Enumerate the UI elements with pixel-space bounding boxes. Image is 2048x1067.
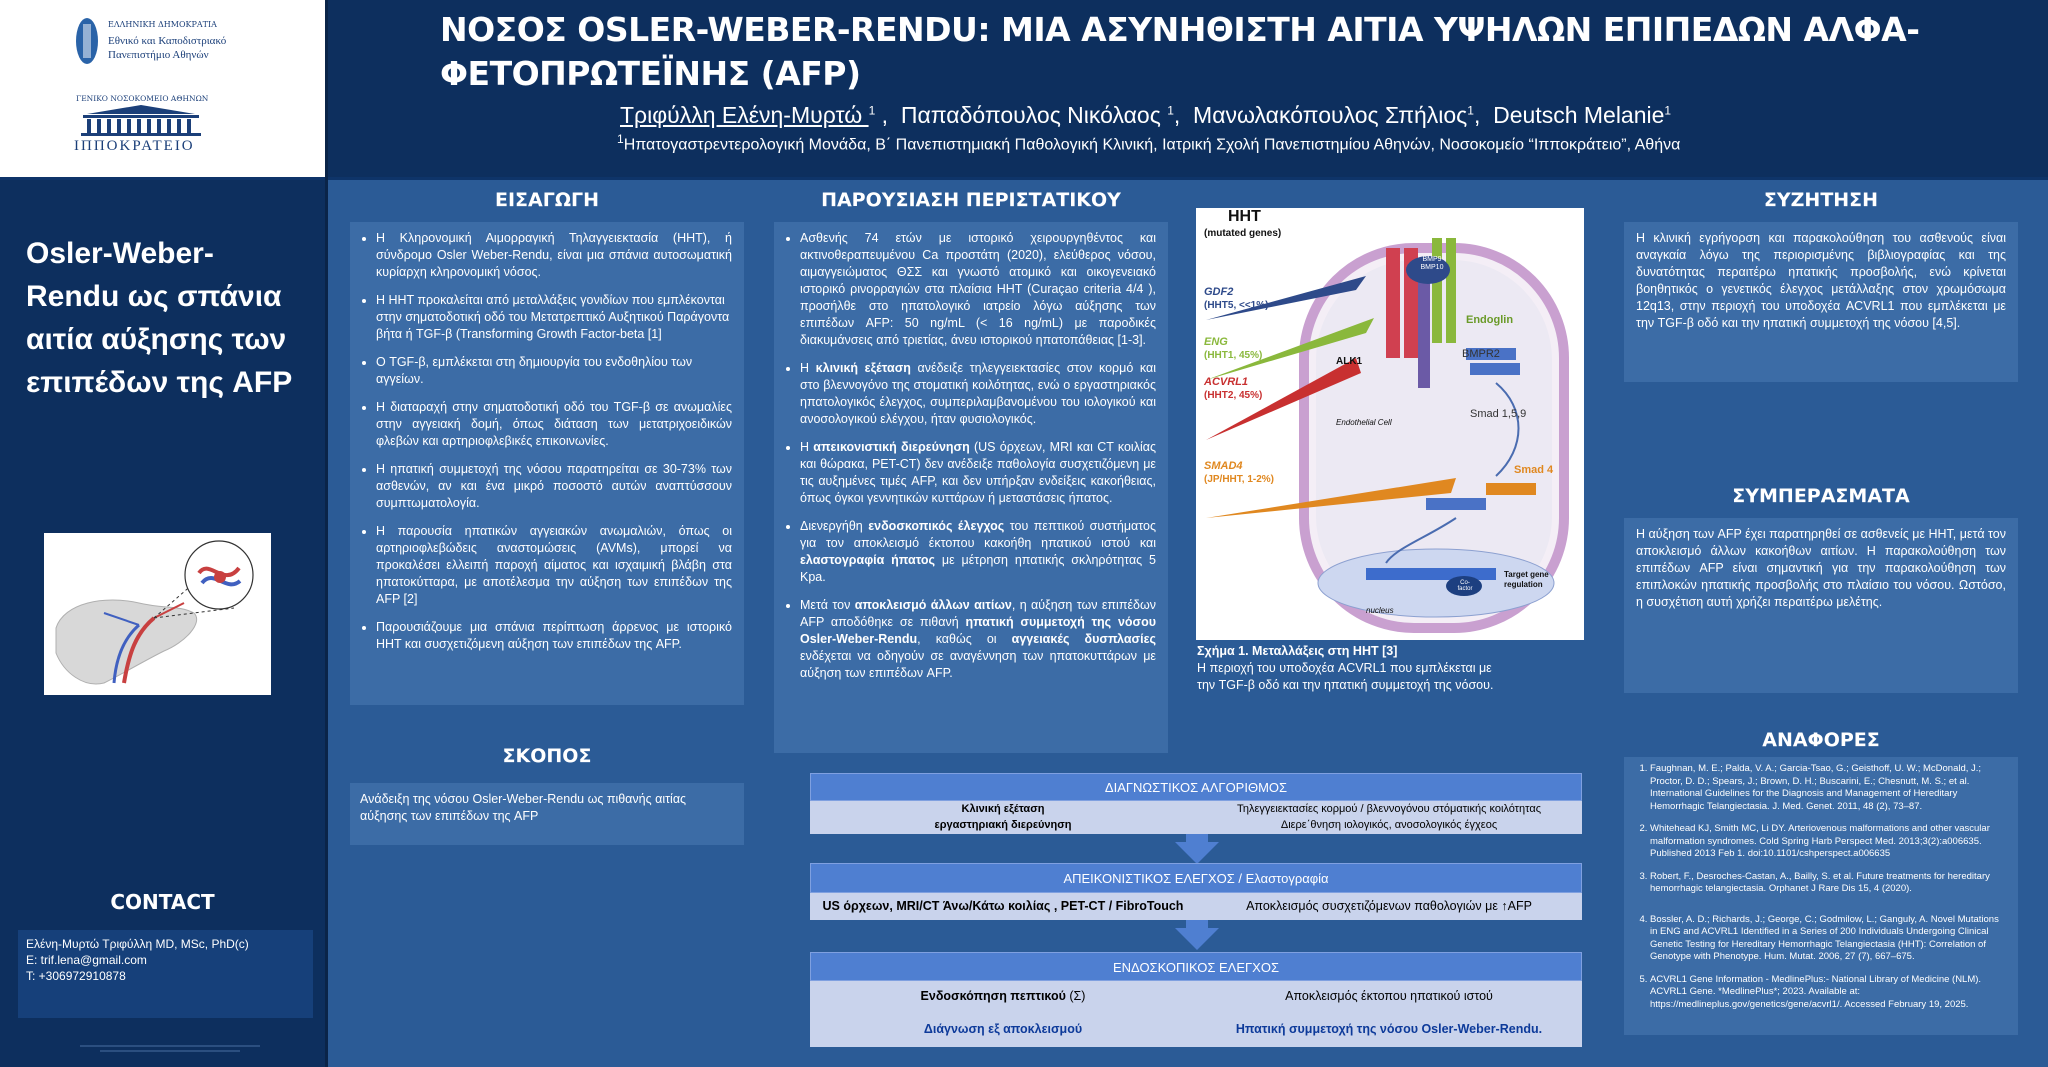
fig-bmpr2: BMPR2 [1462,348,1500,360]
algorithm-text: (Σ) [1065,989,1086,1003]
sidebar-title: Osler-Weber-Rendu ως σπάνια αιτία αύξησης των επιπέδων της AFP [26,237,293,399]
hospital-building-icon [75,104,207,136]
intro-item: • Ο TGF-β, εμπλέκεται στη δημιουργία του ενδοθηλίου των αγγείων. [376,354,732,388]
author-name: Παπαδόπουλος Νικόλαος [900,102,1168,128]
case-bold: ελαστογραφία ήπατος [800,553,936,567]
figure-caption [1197,643,1497,694]
hospital-line2: ΙΠΠΟΚΡΑΤΕΙΟ [74,138,195,154]
fig-eng-sub: (HHT1, 45%) [1204,350,1263,361]
liver-vessels-icon [44,533,271,695]
intro-item: • Παρουσιάζουμε μια σπάνια περίπτωση άρρενος με ιστορικό HHT και συσχετιζόμενη αύξηση των επιπέδων της AFP. [376,619,732,653]
university-emblem-icon [74,16,100,66]
university-line1: ΕΛΛΗΝΙΚΗ ΔΗΜΟΚΡΑΤΙΑ [108,20,217,29]
liver-illustration [44,533,271,695]
algorithm-cell: Τηλεγγειεκτασίες κορμού / βλεννογόνου στόματικής κοιλότητας [1236,803,1541,815]
discussion-heading: ΣΥΖΗΤΗΣΗ [1763,189,1879,211]
fig-smad4-node: Smad 4 [1514,464,1554,476]
university-line3: Πανεπιστήμιο Αθηνών [108,49,209,61]
fig-smad4: SMAD4 [1204,460,1243,472]
footer-faint-mark [60,1043,280,1055]
case-bold: ηπατική συμμετοχή της νόσου Osler-Weber-Rendu [800,615,1156,646]
contact-name: Ελένη-Μυρτώ Τριφύλλη MD, MSc, PhD(c) [26,937,249,951]
algorithm-box1-row2 [810,817,1582,834]
case-item: • Ασθενής 74 ετών με ιστορικό χειρουργηθέντος και ακτινοθεραπευμένου Ca προστάτη (2020), ελεύθερος νόσου, αιμαγγειώματος ΘΣΣ και γνωστό ατομικό και οικογενειακό ιστορικό ρινορραγιών στα πλαίσια HHT (Curaçao criteria 4/4 ), προσήλθε στο ηπατολογικό ιατρείο λόγω αύξησης των επιπέδων AFP: 50 ng/mL (< 16 ng/mL) με παροδικές διακυμάνσεις από τριετίας, άνευ ιστορικού ηπατοπάθειας [1-3]. [800,230,1156,349]
fig-cofactor: Co-factor [1457,580,1473,592]
reference-item: 2. Whitehead KJ, Smith MC, Li DY. Arteriovenous malformations and other vascular malformation syndromes. Cold Spring Harb Perspect Med. 2013;3(2):a006635. Published 2013 Feb 1. doi:10.1101/cshperspect.a006635 [1650,823,2008,861]
algorithm-cell: Αποκλεισμός έκτοπου ηπατικού ιστού [1285,989,1493,1003]
author-sup: 1 [1167,103,1174,118]
fig-endo-cell: Endothelial Cell [1336,418,1392,427]
case-heading: ΠΑΡΟΥΣΙΑΣΗ ΠΕΡΙΣΤΑΤΙΚΟΥ [821,189,1121,211]
intro-item: • Η παρουσία ηπατικών αγγειακών ανωμαλιών, όπως οι αρτηριοφλεβώδεις αναστομώσεις (AVMs), μπορεί να προκαλέσει ελλειπή παροχή αίματος και ισχαιμική βλάβη στα ηπατοκύτταρα, με αποτέλεσμα την αύξηση των επιπέδων της AFP [2] [376,523,732,608]
algorithm-cell: εργαστηριακή διερεύνηση [934,819,1072,831]
reference-item: 4. Bossler, A. D.; Richards, J.; George, C.; Godmilow, L.; Ganguly, A. Novel Mutations in ENG and ACVRL1 Identified in a Series of 200 Individuals Undergoing Clinical Genetic Testing for Hereditary Hemorrhagic Telangiectasia (HHT): Correlation of Genotype with Phenotype. Hum. Mutat. 2006, 27 (7), 667–675. [1650,914,2008,964]
case-bold: αποκλεισμό άλλων αιτίων [854,598,1012,612]
case-bold: κλινική εξέταση [815,361,911,375]
hht-figure [1196,208,1584,640]
fig-endoglin: Endoglin [1466,314,1514,326]
algorithm-box3-head: ΕΝΔΟΣΚΟΠΙΚΟΣ ΕΛΕΓΧΟΣ [810,952,1582,981]
case-text: ανέδειξε τηλεγγειεκτασίες στον κορμό και στο βλεννογόνο της στοματική κοιλότητας, ενώ ο εργαστηριακός ηπατολογικός έλεγχος, συμπεριλαμβανομένου του ιολογικού και ανοσολογικού ελέγχου, ήταν φυσιολογικός. [800,361,1157,426]
algorithm-box1-head: ΔΙΑΓΝΩΣΤΙΚΟΣ ΑΛΓΟΡΙΘΜΟΣ [810,773,1582,801]
reference-item: 3. Robert, F., Desroches-Castan, A., Bailly, S. et al. Future treatments for hereditary hemorrhagic telangiectasia. Orphanet J Rare Dis 15, 4 (2020). [1650,871,2008,896]
fig-title: HHT [1228,208,1261,225]
intro-panel [350,222,744,705]
contact-heading: CONTACT [110,890,215,914]
fig-nucleus: nucleus [1366,606,1394,615]
fig-gdf2-sub: (HHT5, <<1%) [1204,300,1269,311]
algorithm-box3-row2 [810,1011,1582,1047]
intro-list [360,230,732,653]
case-panel [774,222,1168,753]
author-sup: 1 [1467,103,1474,118]
contact-box [18,930,313,1018]
fig-subtitle: (mutated genes) [1204,228,1282,239]
author-sup: 1 [868,103,876,118]
contact-phone: T: +306972910878 [26,969,126,983]
references-panel [1624,757,2018,1035]
university-logo [74,16,314,66]
author-name: Τριφύλλη Ελένη-Μυρτώ [620,102,869,128]
aim-text: Ανάδειξη της νόσου Osler-Weber-Rendu ως πιθανής αιτίας αύξησης των επιπέδων της AFP [360,792,687,823]
intro-item: • Η HHT προκαλείται από μεταλλάξεις γονιδίων που εμπλέκονται στην σηματοδοτική οδό του Μετατρεπτικό Αυξητικού Παράγοντα βήτα ή TGF-β (Transforming Growth Factor-beta [1] [376,292,732,343]
author-sup: 1 [1664,103,1672,118]
case-text: Μετά τον [800,598,855,612]
affiliation [617,132,1917,154]
figure-caption-text: Η περιοχή του υποδοχέα ACVRL1 που εμπλέκεται με την TGF-β οδό και την ηπατική συμμετοχή της νόσου. [1197,661,1494,692]
fig-target: Target gene regulation [1504,570,1549,589]
fig-gdf2: GDF2 [1204,286,1234,298]
case-bold: ενδοσκοπικός έλεγχος [868,519,1005,533]
case-bold: αγγειακές δυσπλασίες [1011,632,1156,646]
algorithm-down-arrow [1175,842,1219,864]
affiliation-sup: 1 [617,132,624,146]
poster-title: ΝΟΣΟΣ OSLER-WEBER-RENDU: ΜΙΑ ΑΣΥΝΗΘΙΣΤΗ ΑΙΤΙΑ ΥΨΗΛΩΝ ΕΠΙΠΕΔΩΝ ΑΛΦΑ-ΦΕΤΟΠΡΩΤΕΪΝΗΣ (AFP) [440,10,1920,93]
case-text: Η [800,440,814,454]
case-item [800,439,1156,507]
discussion-panel [1624,222,2018,382]
contact-email[interactable]: E: trif.lena@gmail.com [26,953,147,967]
case-list [784,230,1156,682]
affiliation-text: Ηπατογαστρεντερολογική Μονάδα, Β΄ Πανεπιστημιακή Παθολογική Κλινική, Ιατρική Σχολή Πανεπιστημίου Αθηνών, Νοσοκομείο “Ιπποκράτειο”, Αθήνα [623,136,1681,154]
conclusions-heading: ΣΥΜΠΕΡΑΣΜΑΤΑ [1732,485,1910,507]
reference-item: 5. ACVRL1 Gene Information - MedlinePlus:- National Library of Medicine (NLM). ACVRL1 Gene. *MedlinePlus*; 2023. Available at: https://medlineplus.gov/genetics/gene/acvrl1/. Accessed February 19, 2025. [1650,974,2008,1012]
author-sep: , [1473,102,1494,128]
case-item [800,518,1156,586]
university-line2: Εθνικό και Καποδιστριακό [108,35,227,47]
case-text: ενδέχεται να οδηγούν σε αναγέννηση των ηπατοκυττάρων με αύξηση των επιπέδων AFP. [800,649,1156,680]
reference-item: 1. Faughnan, M. E.; Palda, V. A.; Garcia-Tsao, G.; Geisthoff, U. W.; McDonald, J.; Proctor, D. D.; Spears, J.; Brown, D. H.; Buscarini, E.; Chesnutt, M. S.; et al. International Guidelines for the Diagnosis and Management of Hereditary Hemorrhagic Telangiectasia. J. Med. Genet. 2011, 48 (2), 73–87. [1650,763,2008,813]
algorithm-cell: Διερε΄θνηση ιολογικός, ανοσολογικός έγχεος [1280,819,1498,831]
author-sep: , [875,102,901,128]
aim-panel [350,783,744,845]
case-text: , καθώς οι [917,632,1012,646]
algorithm-cell: Ηπατική συμμετοχή της νόσου Osler-Weber-Rendu. [1235,1022,1543,1036]
author-name: Μανωλακόπουλος Σπήλιος [1193,102,1468,128]
case-text: , η αύξηση των επιπέδων AFP αποδόθηκε σε πιθανή [800,598,1156,629]
hospital-line1: ΓΕΝΙΚΟ ΝΟΣΟΚΟΜΕΙΟ ΑΘΗΝΩΝ [76,94,209,103]
references-list [1634,763,2008,1011]
fig-acvrl1-sub: (HHT2, 45%) [1204,390,1263,401]
algorithm-arrow-stem [1186,834,1208,842]
discussion-text: Η κλινική εγρήγορση και παρακολούθηση του ασθενούς είναι αναγκαία λόγω της περιορισμένης βιβλιογραφίας και της δυνατότητας περαιτέρω ηπατικής προσβολής, ενώ κρίνεται βοηθητικός ο γενετικός έλεγχος μετάλλαξης στον χρωμόσωμα 12q13, στην περιοχή του υποδοχέα ACVRL1 που εμπλέκεται με την TGF-β οδό και την ηπατική συμμετοχή της νόσου [4,5]. [1636,231,2006,330]
author-name: Deutsch Melanie [1493,102,1665,128]
algorithm-box2-head: ΑΠΕΙΚΟΝΙΣΤΙΚΟΣ ΕΛΕΓΧΟΣ / Ελαστογραφία [810,863,1582,893]
case-bold: απεικονιστική διερεύνηση [813,440,970,454]
algorithm-cell: US όρχεων, MRI/CT Άνω/Κάτω κοιλίας , PET-CT / FibroTouch [822,899,1184,913]
fig-eng: ENG [1204,336,1228,348]
algorithm-cell: Κλινική εξέταση [961,803,1045,815]
intro-item: • Η Κληρονομική Αιμορραγική Τηλαγγειεκτασία (HHT), ή σύνδρομο Osler Weber-Rendu, είναι μια σπάνια αυτοσωματική κυρίαρχη κληρονομική νόσος. [376,230,732,281]
algorithm-arrow-stem [1186,920,1208,928]
case-item [800,360,1156,428]
case-item [800,597,1156,682]
algorithm-bold: Ενδοσκόπηση πεπτικού [920,989,1066,1003]
algorithm-box2-row [810,893,1582,920]
sidebar-footer-mark [60,1043,280,1058]
authors-line [620,102,1920,129]
references-heading: ΑΝΑΦΟΡΕΣ [1762,729,1880,751]
algorithm-box1-row1 [810,801,1582,817]
case-text: (US όρχεων, MRI και CT κοιλίας και θώρακα, PET-CT) δεν ανέδειξε παθολογία συσχετιζόμενη με τις αυξημένες τιμές AFP, και δεν υπήρξαν ενδείξεις κακοήθειας, όπως όγκοι γεννητικών κυττάρων ή μεταστάσεις ήπατος. [800,440,1156,505]
conclusions-text: Η αύξηση των AFP έχει παρατηρηθεί σε ασθενείς με HHT, μετά τον αποκλεισμό άλλων κακοήθων αιτίων. Η παρακολούθηση των επιπέδων AFP είναι σημαντική για την παρακολούθηση των επιπλοκών ηπατικής προσβολής στο πλαίσιο του νόσου. Ωστόσο, η συσχέτιση αυτή χρήζει περαιτέρω μελέτης. [1636,527,2006,609]
case-text: του πεπτικού συστήματος για τον αποκλεισμό έκτοπου κακοήθη ηπατικού ιστού και [800,519,1156,550]
conclusions-panel [1624,518,2018,693]
case-text: με μέτρηση ηπατικής σκληρότητας 5 Kpa. [800,553,1156,584]
algorithm-box3-row1 [810,981,1582,1011]
hospital-logo [70,94,240,156]
logo-panel [0,0,325,177]
figure-caption-title: Σχήμα 1. Μεταλλάξεις στη HHT [3] [1197,644,1398,658]
author-sep: , [1173,102,1194,128]
intro-item: • Η ηπατική συμμετοχή της νόσου παρατηρείται σε 30-73% των ασθενών, αν και ένα μικρό ποσοστό αυτών αναπτύσσουν συμπτωματολογία. [376,461,732,512]
fig-smad4-sub: (JP/HHT, 1-2%) [1204,474,1275,485]
algorithm-cell: Αποκλεισμός συσχετιζόμενων παθολογιών με ↑AFP [1246,899,1532,913]
algorithm-cell [810,981,1196,1011]
intro-item: • Η διαταραχή στην σηματοδοτική οδό του TGF-β σε ανωμαλίες στην αγγειακή δομή, όπως διάταση των μετατριχοειδικών φλεβών και αρτηριοφλεβικές επικοινωνίες. [376,399,732,450]
intro-heading: ΕΙΣΑΓΩΓΗ [495,189,599,211]
case-text: Διενεργήθη [800,519,869,533]
case-text: Η [800,361,816,375]
fig-acvrl1: ACVRL1 [1204,376,1249,388]
fig-smad159: Smad 1,5,9 [1470,408,1527,420]
fig-bmp: BMP9 BMP10 [1420,256,1444,271]
algorithm-cell: Διάγνωση εξ αποκλεισμού [923,1022,1083,1036]
algorithm-down-arrow [1175,928,1219,950]
fig-alk1: ALK1 [1336,356,1363,367]
aim-heading: ΣΚΟΠΟΣ [502,745,592,767]
